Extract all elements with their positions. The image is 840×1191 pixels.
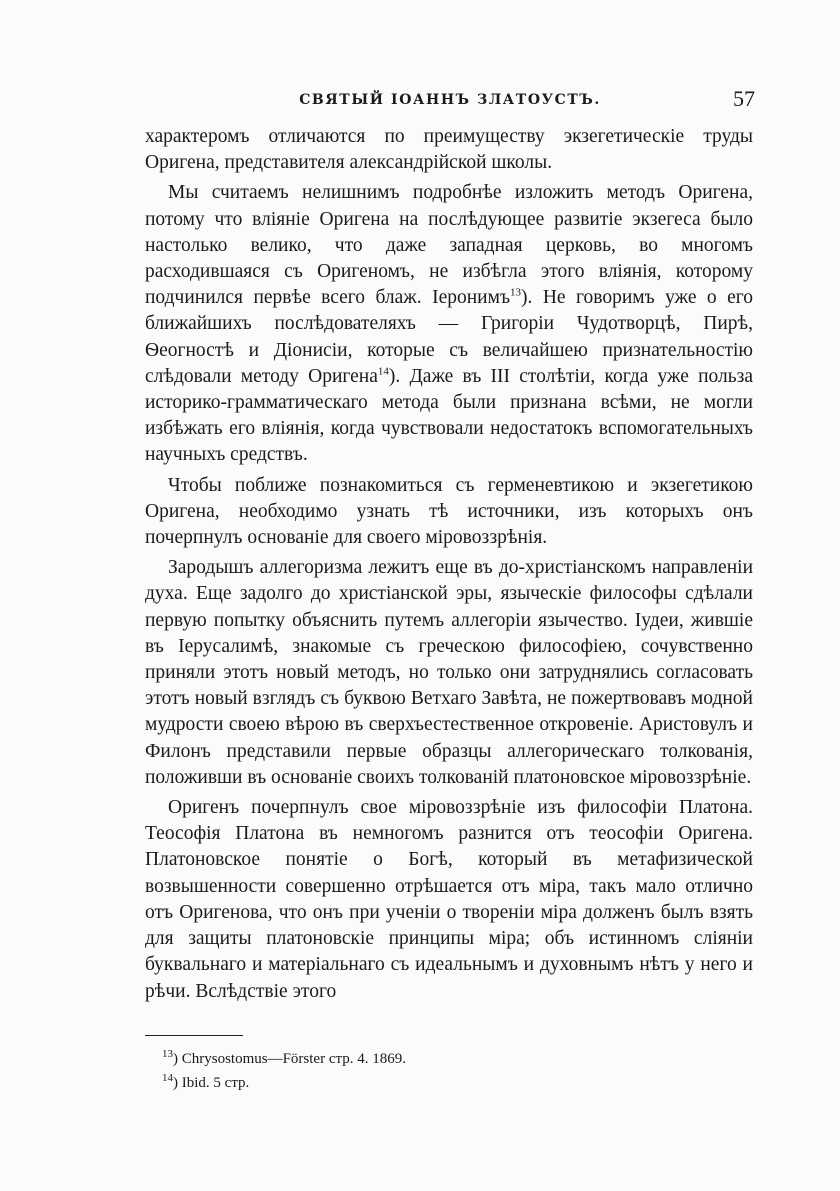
footnote-separator — [145, 1035, 243, 1036]
paragraph-1 — [145, 124, 753, 176]
footnote-14 — [162, 1071, 722, 1095]
paragraph-4-text: Зародышъ аллегоризма лежитъ еще въ до-христіанскомъ направленіи духа. Еще задолго до христіанской эры, языческіе философы сдѣлали первую попытку объяснить путемъ аллегоріи язычество. Іудеи, жившіе въ Іерусалимѣ, знакомые съ греческою философіею, сочувственно приняли этотъ новый методъ, но только они затруднялись согласовать этотъ новый взглядъ съ буквою Ветхаго Завѣта, не пожертвовавъ модной мудрости своею вѣрою въ сверхъестественное откровеніе. Аристовулъ и Филонъ представили первые образцы аллегорическаго толкованія, положивши въ основаніе своихъ толкованій платоновское міровоззрѣніе. — [145, 557, 753, 788]
paragraph-5-text: Оригенъ почерпнулъ свое міровоззрѣніе изъ философіи Платона. Теософія Платона въ немногомъ разнится отъ теософіи Оригена. Платоновское понятіе о Богѣ, который въ метафизической возвышенности совершенно отрѣшается отъ міра, такъ мало отлично отъ Оригенова, что онъ при ученіи о твореніи міра долженъ былъ взять для защиты платоновскіе принципы міра; объ истинномъ сліяніи буквальнаго и матеріальнаго съ идеальнымъ и духовнымъ нѣтъ у него и рѣчи. Вслѣдствіе этого — [145, 797, 753, 1002]
footnotes — [162, 1047, 722, 1095]
paragraph-4 — [145, 555, 753, 791]
paragraph-3 — [145, 473, 753, 552]
footnote-mark: 13 — [162, 1048, 173, 1060]
footnote-text: ) Ibid. 5 стр. — [173, 1075, 250, 1091]
footnote-text: ) Chrysostomus—Förster стр. 4. 1869. — [173, 1051, 406, 1067]
page-number: 57 — [733, 86, 755, 111]
running-title: СВЯТЫЙ ІОАННЪ ЗЛАТОУСТЪ. — [299, 92, 601, 108]
footnote-ref-13[interactable]: 13 — [510, 286, 522, 299]
paragraph-3-text: Чтобы поближе познакомиться съ герменевтикою и экзегетикою Оригена, необходимо узнать тѣ источники, изъ которыхъ онъ почерпнулъ основаніе для своего міровоззрѣнія. — [145, 474, 753, 549]
body-text — [145, 124, 753, 1009]
footnote-13 — [162, 1047, 722, 1071]
paragraph-2-text-b: ). Не говоримъ уже о его ближайшихъ послѣдователяхъ — Григоріи Чудотворцѣ, Пирѣ, Ѳеогностѣ и Діонисіи, которые съ величайшею признательностію слѣдовали методу Оригена — [145, 287, 753, 387]
paragraph-2 — [145, 180, 753, 468]
paragraph-2-text-c: ). Даже въ III столѣтіи, когда уже польза историко-грамматическаго метода были признана всѣми, не могли избѣжать его вліянія, когда чувствовали недостатокъ вспомогательныхъ научныхъ средствъ. — [145, 365, 753, 466]
footnote-ref-14[interactable]: 14 — [377, 365, 389, 378]
footnote-mark: 14 — [162, 1072, 173, 1084]
paragraph-1-text: характеромъ отличаются по преимуществу экзегетическіе труды Оригена, представителя александрійской школы. — [145, 126, 753, 174]
paragraph-2-text-a: Мы считаемъ нелишнимъ подробнѣе изложить методъ Оригена, потому что вліяніе Оригена на послѣдующее развитіе экзегеса было настолько велико, что даже западная церковь, во многомъ расходившаяся съ Оригеномъ, не избѣгла этого вліянія, которому подчинился первѣе всего блаж. Іеронимъ — [145, 182, 753, 309]
paragraph-5 — [145, 795, 753, 1005]
running-head — [145, 86, 755, 116]
